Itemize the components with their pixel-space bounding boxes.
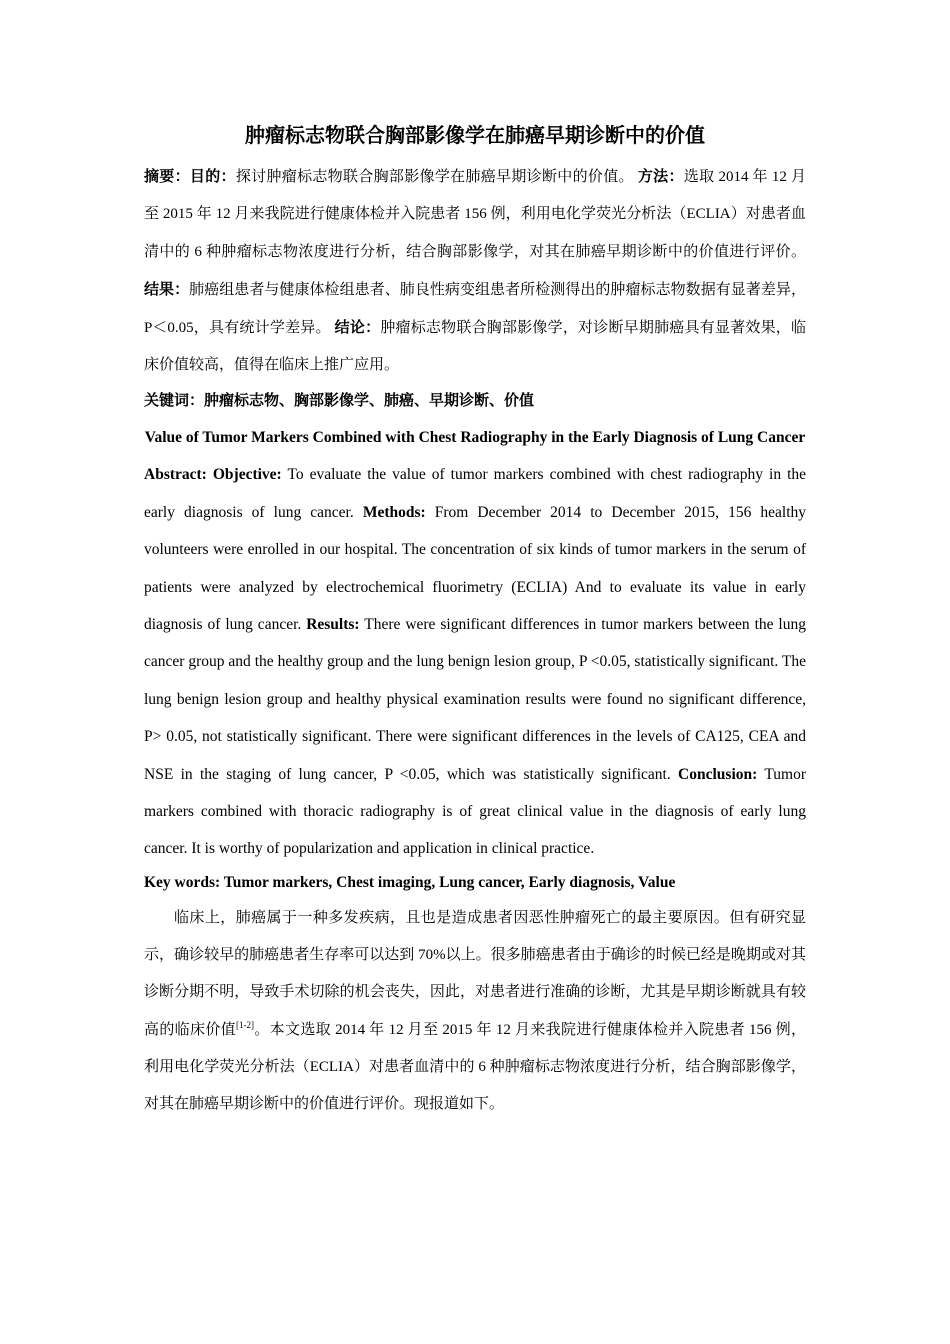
english-title: Value of Tumor Markers Combined with Chest Radiography in the Early Diagnosis of Lung Cancer <box>144 428 806 446</box>
conclusion-label-cn: 结论： <box>334 318 381 337</box>
objective-label-cn: 目的： <box>189 167 236 185</box>
intro-text-part2: 。本文选取 2014 年 12 月至 2015 年 12 月来我院进行健康体检并入院患者 156 例，利用电化学荧光分析法（ECLIA）对患者血清中的 6 种肿瘤标志物浓度进行分析，结合胸部影像学，对其在肺癌早期诊断中的价值进行评价。现报道如下。 <box>144 1021 806 1113</box>
objective-label-en: Objective: <box>212 466 282 484</box>
methods-text-en: From December 2014 to December 2015, 156 healthy volunteers were enrolled in our hospital. The concentration of six kinds of tumor markers in the serum of patients were analyzed by electrochemical fluorimetry (ECLIA) And to evaluate its value in early diagnosis of lung cancer. <box>144 503 807 633</box>
chinese-abstract <box>144 158 806 385</box>
conclusion-text-en: Tumor markers combined with thoracic radiography is of great clinical value in the diagnosis of early lung cancer. It is worthy of popularization and application in clinical practice. <box>144 765 806 858</box>
conclusion-label-en: Conclusion: <box>678 765 758 783</box>
english-abstract <box>144 456 806 867</box>
article-body <box>144 118 806 1124</box>
abstract-label-cn: 摘要： <box>144 167 190 185</box>
english-keywords: Key words: Tumor markers, Chest imaging, Lung cancer, Early diagnosis, Value <box>144 873 676 891</box>
methods-text-cn: 选取 2014 年 12 月至 2015 年 12 月来我院进行健康体检并入院患者 156 例，利用电化学荧光分析法（ECLIA）对患者血清中的 6 种肿瘤标志物浓度进行分析，结合胸部影像学，对其在肺癌早期诊断中的价值进行评价。 <box>144 169 806 260</box>
objective-text-en: To evaluate the value of tumor markers combined with chest radiography in the early diagnosis of lung cancer. <box>144 466 806 521</box>
conclusion-text-cn: 肿瘤标志物联合胸部影像学，对诊断早期肺癌具有显著效果，临床价值较高，值得在临床上推广应用。 <box>144 320 806 374</box>
methods-label-cn: 方法： <box>637 167 684 185</box>
chinese-title: 肿瘤标志物联合胸部影像学在肺癌早期诊断中的价值 <box>245 123 705 147</box>
citation-reference[interactable]: [1-2] <box>236 1019 254 1030</box>
results-label-cn: 结果： <box>144 279 190 298</box>
chinese-keywords: 关键词：肿瘤标志物、胸部影像学、肺癌、早期诊断、价值 <box>144 390 535 409</box>
results-label-en: Results: <box>306 615 360 633</box>
introduction-paragraph <box>144 900 806 1124</box>
objective-text-cn: 探讨肿瘤标志物联合胸部影像学在肺癌早期诊断中的价值。 <box>235 169 634 185</box>
results-text-en: There were significant differences in tumor markers between the lung cancer group and the healthy group and the lung benign lesion group, P <0.05, statistically significant. The lung benign lesion group and healthy physical examination results were found no significant difference, P> 0.05, not statistically significant. There were significant differences in the levels of CA125, CEA and NSE in the staging of lung cancer, P <0.05, which was statistically significant. <box>144 615 806 783</box>
methods-label-en: Methods: <box>362 503 426 521</box>
abstract-label-en: Abstract: <box>144 466 207 484</box>
intro-text-part1: 临床上，肺癌属于一种多发疾病，且也是造成患者因恶性肿瘤死亡的最主要原因。但有研究显示，确诊较早的肺癌患者生存率可以达到 70%以上。很多肺癌患者由于确诊的时候已经是晚期或对其诊断分期不明，导致手术切除的机会丧失，因此，对患者进行准确的诊断，尤其是早期诊断就具有较高的临床价值 <box>144 909 806 1038</box>
results-text-cn: 肺癌组患者与健康体检组患者、肺良性病变组患者所检测得出的肿瘤标志物数据有显著差异，P＜0.05，具有统计学差异。 <box>144 281 806 337</box>
